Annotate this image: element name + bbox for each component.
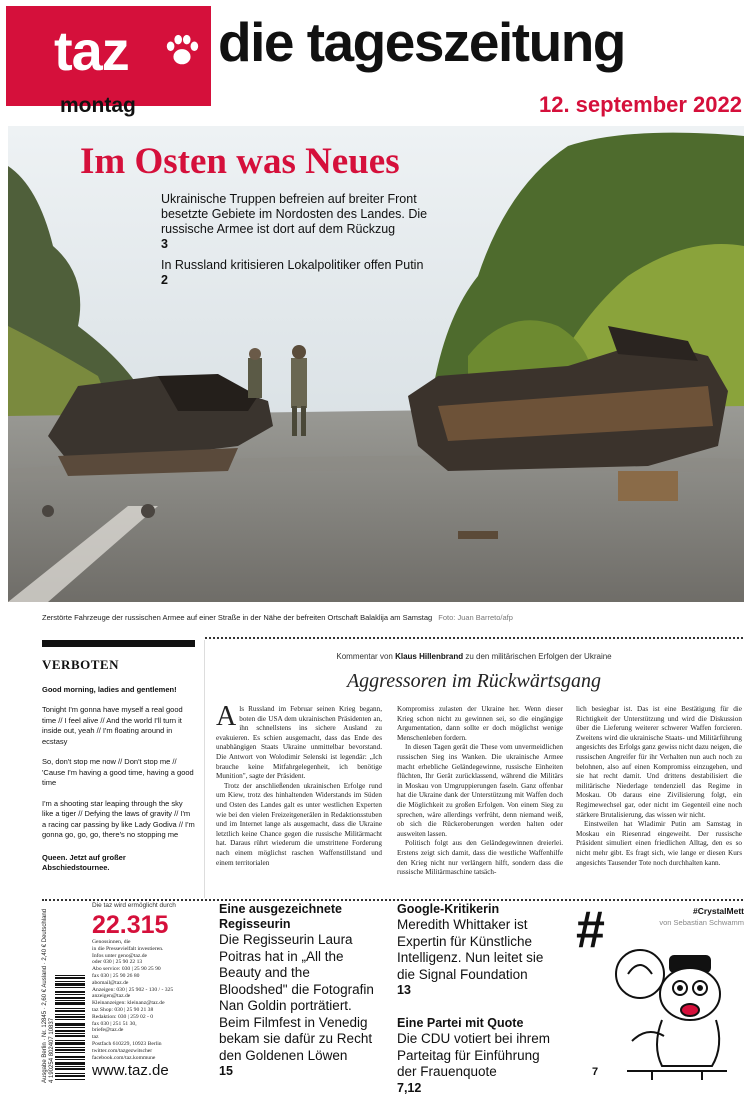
barcode-bar	[55, 1027, 85, 1028]
barcode-bar	[55, 1000, 85, 1001]
barcode-bar	[55, 1023, 85, 1026]
info-box	[92, 902, 204, 1079]
verboten-paragraph-1: Tonight I'm gonna have myself a real good time // I feel alive // And the world I'll turn it inside out, yeah // I'm floating around in ecstasy	[42, 705, 183, 746]
barcode-bar	[55, 1019, 85, 1020]
contact-line: Postfach 610229, 10923 Berlin	[92, 1040, 162, 1047]
barcode-bar	[55, 1014, 85, 1015]
logo-text: taz	[54, 19, 129, 82]
verboten-closing: Queen. Jetzt auf großer Abschiedstournee.	[42, 852, 126, 872]
crystalmett-title: #CrystalMett	[692, 906, 744, 916]
comment-column-2	[397, 705, 563, 878]
issue-day: montag	[60, 94, 136, 117]
barcode-bar	[55, 1049, 85, 1051]
teaser-page: 7,12	[397, 1080, 422, 1094]
paw-icon	[163, 32, 201, 70]
teaser-quote[interactable]	[397, 1016, 562, 1094]
contact-line: in die Pressevielfalt investieren.	[92, 945, 164, 952]
contact-line: taz	[92, 1034, 99, 1041]
teaser-title: Eine ausgezeichnete Regisseurin	[219, 902, 342, 931]
barcode-bar	[55, 1056, 85, 1058]
teaser-regisseurin[interactable]	[219, 902, 379, 1079]
barcode-bar	[55, 1073, 85, 1074]
teaser-title: Eine Partei mit Quote	[397, 1016, 524, 1030]
teaser-page: 13	[397, 983, 411, 997]
verboten-rule	[42, 640, 195, 647]
bottom-divider	[42, 899, 743, 901]
photo-caption	[42, 613, 513, 622]
comment-headline[interactable]: Aggressoren im Rückwärtsgang	[346, 670, 602, 692]
teaser-1-text: Ukrainische Truppen befreien auf breiter Front besetzte Gebiete im Nordosten des Landes. Die russische Armee ist dort auf dem Rückzug	[161, 192, 428, 236]
verboten-column	[42, 640, 195, 873]
info-lead: Die taz wird ermöglicht durch	[92, 902, 176, 909]
contact-line: taz Shop: 030 | 25 90 21 38	[92, 1006, 154, 1013]
imprint-price: Ausgabe Berlin · Nr. 12845 · 2,60 € Ausland · 2,40 € Deutschland	[42, 908, 48, 1083]
supporter-count: 22.315	[92, 911, 169, 939]
barcode-bar	[55, 1068, 85, 1070]
teaser-text: Die Regisseurin Laura Poitras hat in „All the Beauty and the Bloodshed" die Fotografin Nan Goldin porträtiert. Beim Filmfest in Venedig bekam sie dafür zu Recht den Goldenen Löwen	[219, 932, 374, 1063]
hero-photo[interactable]	[8, 126, 744, 602]
teaser-title: Google-Kritikerin	[397, 902, 500, 916]
comment-paragraph: Einstweilen hat Wladimir Putin am Samstag in Moskau ein Riesenrad eingeweiht. Der russische Präsident simuliert einen friedlichen Alltag, den es so nicht mehr gibt. Es fragt sich, wie lange er diesen Kurs angesichts Tausender Tote noch durchhalten kann.	[576, 820, 742, 867]
barcode-bar	[55, 997, 85, 999]
comment-intro-before: Kommentar von	[336, 652, 393, 661]
contact-line: fax 030 | 251 51 30,	[92, 1020, 137, 1027]
taz-logo[interactable]	[6, 6, 211, 106]
comment-column-1	[216, 701, 382, 868]
comment-paragraph	[216, 701, 382, 782]
barcode-number: 4 190254 802407 10837	[49, 1017, 55, 1083]
contact-line: Redaktion: 030 | 259 02 - 0	[92, 1013, 154, 1020]
website-link[interactable]: www.taz.de	[92, 1062, 169, 1079]
crystalmett-page: 7	[592, 1066, 599, 1078]
verboten-title: VERBOTEN	[42, 657, 119, 672]
teaser-text: Die CDU votiert bei ihrem Parteitag für Einführung der Frauenquote	[397, 1031, 551, 1079]
barcode-bar	[55, 1010, 85, 1012]
photo-credit: Foto: Juan Barreto/afp	[438, 613, 513, 622]
barcode-bar	[55, 1047, 85, 1048]
barcode-bar	[55, 991, 85, 993]
barcode-bar	[55, 977, 85, 979]
barcode-bar	[55, 983, 85, 986]
hero-headline[interactable]: Im Osten was Neues	[80, 141, 400, 182]
barcode-bar	[55, 1033, 85, 1034]
barcode-bar	[55, 987, 85, 988]
barcode-bar	[55, 994, 85, 995]
crystalmett-author: von Sebastian Schwamm	[659, 918, 744, 927]
cartoon-illustration	[612, 946, 742, 1081]
comment-divider	[205, 637, 743, 639]
teaser-2-text: In Russland kritisieren Lokalpolitiker offen Putin	[161, 258, 424, 272]
barcode-bar	[55, 1052, 85, 1053]
paper-name: die tageszeitung	[218, 11, 625, 73]
contact-line: facebook.com/taz.kommune	[92, 1054, 156, 1061]
drop-cap: A	[216, 701, 237, 732]
barcode	[55, 975, 85, 1083]
barcode-bar	[55, 1066, 85, 1067]
issue-date: 12. september 2022	[538, 92, 742, 117]
barcode-bar	[55, 1062, 85, 1065]
imprint-text	[42, 905, 56, 1083]
contact-line: twitter.com/tazgezwitscher	[92, 1047, 153, 1054]
teaser-2-page: 2	[161, 273, 168, 287]
barcode-bar	[55, 1040, 85, 1041]
teaser-text: Meredith Whittaker ist Expertin für Künstliche Intelligenz. Nun leitet sie die Signal Foundation	[397, 917, 544, 982]
contact-lines	[92, 939, 204, 1061]
contact-line: fax 030 | 25 90 26 80	[92, 972, 140, 979]
comment-paragraph: Trotz der anschließenden ukrainischen Erfolge rund um Kiew, trotz des hinhaltenden Widerstands im Süden und Osten des Landes galt es unter westlichen Experten wie bei den vielen Freizeitgenerälen in Redaktionsstuben und im Internet lange als ausgemacht, dass die Ukraine letztlich keine Chance gegen die russische Militärmacht hat. Daraus rührt wiederum die umstrittene Forderung nach einem möglichst raschen Waffenstillstand und einem territorialen	[216, 781, 382, 867]
caption-text: Zerstörte Fahrzeuge der russischen Armee auf einer Straße in der Nähe der befreiten Ortschaft Balaklija am Samstag	[42, 613, 433, 622]
barcode-bar	[55, 981, 85, 982]
comment-intro	[205, 652, 743, 661]
contact-line: Infos unter geno@taz.de	[92, 952, 148, 959]
barcode-bar	[55, 1002, 85, 1005]
comment-text: ls Russland im Februar seinen Krieg begann, boten die USA dem ukrainischen Präsidenten an, ihn schnellstens ins sichere Ausland zu evakuieren. Es schien ausgemacht, dass das Ende des unabhängigen Staats Ukraine unmittelbar bevorstand. Die Antwort von Wolodimir Selenski ist legendär: „Ich brauche keine Mitfahrgelegenheit, ich benötige Munition", sagte der Präsident.	[216, 705, 382, 781]
verboten-paragraph-2: So, don't stop me now // Don't stop me // 'Cause I'm having a good time, having a good time	[42, 757, 194, 787]
contact-line: anzeigen@taz.de	[92, 993, 131, 1000]
barcode-bar	[55, 1030, 85, 1032]
teaser-google[interactable]	[397, 902, 562, 998]
verboten-paragraph-3: I'm a shooting star leaping through the sky like a tiger // Defying the laws of gravity // I'm a racing car passing by like Lady Godiva // I'm gonna go, go, go, there's no stopping me	[42, 798, 195, 839]
crystalmett-box[interactable]	[572, 902, 744, 1087]
barcode-bar	[55, 1075, 85, 1077]
hero-teaser-1[interactable]	[161, 192, 441, 252]
masthead	[0, 0, 750, 125]
barcode-bar	[55, 1042, 85, 1045]
comment-intro-after: zu den militärischen Erfolgen der Ukraine	[465, 652, 612, 661]
contact-line: oder 030 | 25 90 22 13	[92, 959, 143, 966]
comment-column-3	[576, 705, 742, 868]
hero-teaser-2[interactable]	[161, 258, 441, 288]
teaser-1-page: 3	[161, 237, 168, 251]
contact-line: abomail@taz.de	[92, 979, 129, 986]
teaser-page: 15	[219, 1064, 233, 1078]
barcode-bar	[55, 1079, 85, 1080]
contact-line: Genossinnen, die	[92, 939, 131, 945]
contact-line: Kleinanzeigen: kleinanz@taz.de	[92, 1000, 165, 1007]
comment-author[interactable]: Klaus Hillenbrand	[395, 652, 464, 661]
barcode-bar	[55, 1016, 85, 1018]
comment-paragraph: lich besiegbar ist. Das ist eine Bestätigung für die Richtigkeit der Unterstützung und wird die Diskussion über die Lieferung weiterer schwerer Waffen forcieren. Zweitens wird die ukrainische Staats- und Militärführung angesichts des Erfolgs ganz gewiss nicht dazu neigen, die russischen Angreifer für ihr Verhalten nun auch noch zu belohnen, also auf einen Kompromiss einzugehen, und sie hat recht damit. Und drittens destabilisiert die militärische Niederlage tendenziell das Regime in Moskau. Ob daraus eine Zivilisierung folgt, ein Regimewechsel gar, oder nicht im Gegenteil eine noch stärkere Brutalisierung, das wissen wir nicht.	[576, 705, 742, 819]
comment-paragraph: Kompromiss zulasten der Ukraine her. Wenn dieser Krieg schon nicht zu gewinnen sei, so die eingängige Argumentation, dann sollte er doch möglichst wenige Menschenleben fordern.	[397, 705, 563, 742]
barcode-bar	[55, 1035, 85, 1037]
contact-line: briefe@taz.de	[92, 1027, 124, 1034]
barcode-bar	[55, 975, 85, 976]
contact-line: Abo service: 030 | 25 90 25 90	[92, 966, 161, 973]
contact-line: Anzeigen: 030 | 25 902 - 130 / - 325	[92, 986, 174, 993]
barcode-bar	[55, 1008, 85, 1009]
comment-paragraph: Politisch folgt aus den Geländegewinnen dreierlei. Erstens zeigt sich damit, dass die westliche Waffenhilfe den Krieg nicht nur verlängern hilft, sondern dass die russische Militärmaschine tatsäch-	[397, 839, 563, 877]
hash-icon: #	[576, 901, 605, 959]
barcode-bar	[55, 1059, 85, 1060]
comment-paragraph: In diesen Tagen gerät die These vom unvermeidlichen russischen Sieg ins Wanken. Die ukrainische Armee macht erhebliche Geländegewinne, russische Einheiten flüchten, Ihr Gerät zurücklassend, während die Militärs in Moskau von Umgruppierungen faseln. Ganz offenbar hat die Ukraine dank der Unterstützung mit Waffen doch die Möglichkeit zu großen Erfolgen. Von einem Sieg zu sprechen, wäre allerdings verfrüht, denn niemand weiß, ob sich die Rückeroberungen werden halten oder ausweiten lassen.	[397, 743, 563, 838]
verboten-greeting: Good morning, ladies and gentlemen!	[42, 685, 177, 694]
